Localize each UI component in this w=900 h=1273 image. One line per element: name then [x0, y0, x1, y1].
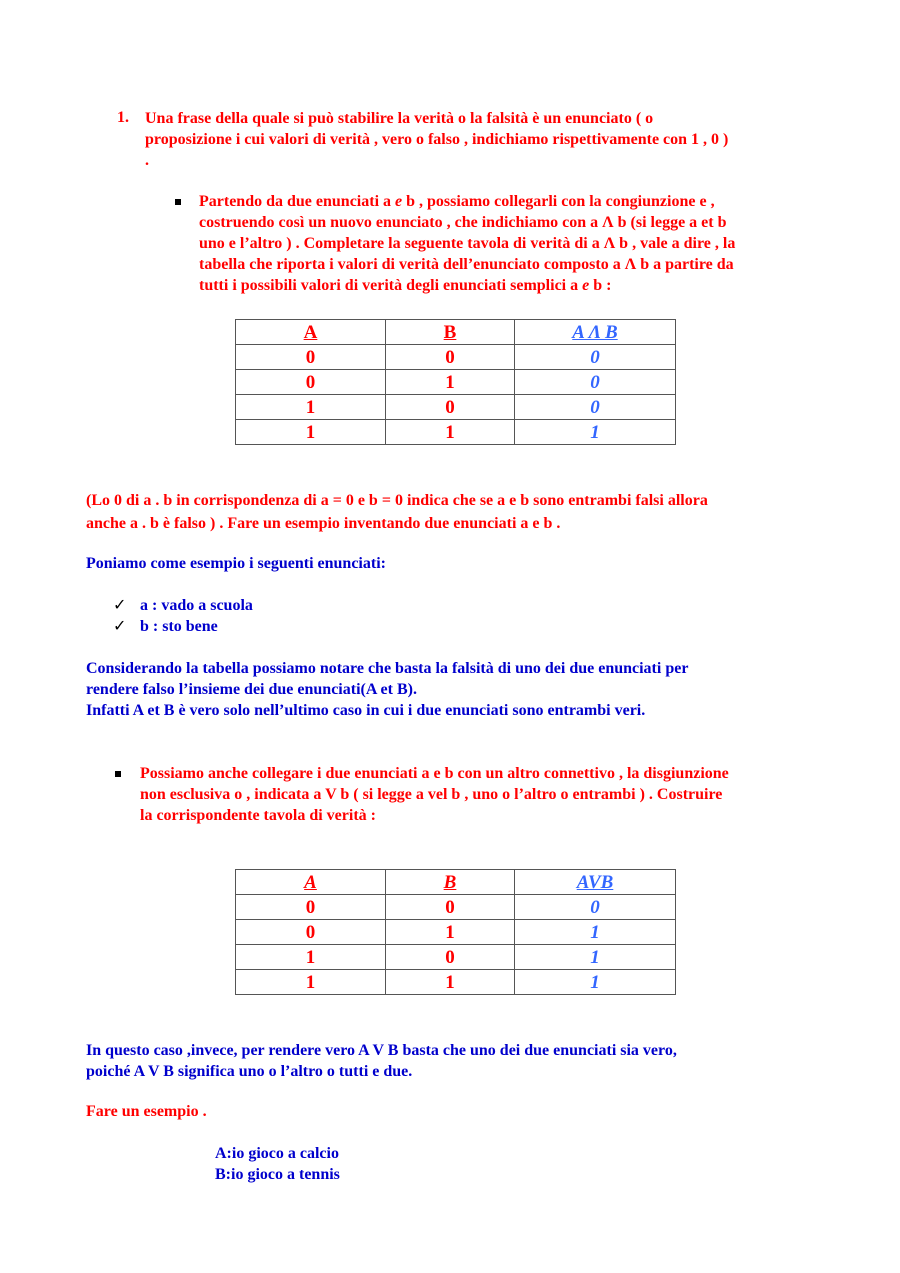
header-b: B	[386, 870, 515, 895]
bullet1-line-2: costruendo così un nuovo enunciato , che indichiamo con a Λ b (si legge a et b	[199, 214, 727, 231]
table-header-row	[236, 870, 676, 895]
cell-result: 1	[515, 920, 676, 945]
cell-a: 1	[236, 420, 386, 445]
note-or-line-1: In questo caso ,invece, per rendere vero A V B basta che uno dei due enunciati sia vero,	[86, 1042, 677, 1059]
example-item-b: b : sto bene	[140, 618, 218, 635]
header-a-or-b: AVB	[515, 870, 676, 895]
cell-result: 1	[515, 970, 676, 995]
table-row	[236, 970, 676, 995]
table-header-row	[236, 320, 676, 345]
make-example: Fare un esempio .	[86, 1103, 207, 1120]
note-or	[86, 1040, 826, 1082]
bullet1-line-1: Partendo da due enunciati a e b , possiamo collegarli con la congiunzione e ,	[199, 193, 715, 210]
list-number: 1.	[117, 109, 129, 126]
checkmark-icon: ✓	[113, 616, 127, 635]
cell-result: 0	[515, 895, 676, 920]
item1-paragraph	[145, 108, 813, 171]
note-and	[86, 489, 826, 535]
checkmark-icon: ✓	[113, 595, 127, 614]
item1-line-3: .	[145, 152, 149, 169]
bullet2-line-1: Possiamo anche collegare i due enunciati a e b con un altro connettivo , la disgiunzione	[140, 765, 729, 782]
cell-b: 1	[386, 420, 515, 445]
consider-line-1: Considerando la tabella possiamo notare che basta la falsità di uno dei due enunciati per	[86, 660, 689, 677]
table-row	[236, 370, 676, 395]
cell-a: 1	[236, 945, 386, 970]
cell-result: 0	[515, 370, 676, 395]
table-row	[236, 395, 676, 420]
consider-paragraph	[86, 658, 826, 721]
bullet2-line-2: non esclusiva o , indicata a V b ( si legge a vel b , uno o l’altro o entrambi ) . Costruire	[140, 786, 723, 803]
cell-b: 0	[386, 345, 515, 370]
example-intro: Poniamo come esempio i seguenti enunciati:	[86, 555, 386, 572]
note-and-line-2: anche a . b è falso ) . Fare un esempio inventando due enunciati a e b .	[86, 515, 561, 532]
consider-line-2: rendere falso l’insieme dei due enunciati(A et B).	[86, 681, 417, 698]
truth-table-and	[235, 319, 676, 445]
header-a: A	[236, 320, 386, 345]
header-b: B	[386, 320, 515, 345]
note-and-line-1: (Lo 0 di a . b in corrispondenza di a = 0 e b = 0 indica che se a e b sono entrambi falsi allora	[86, 492, 708, 509]
table-row	[236, 920, 676, 945]
table-row	[236, 345, 676, 370]
bullet1-line-3: uno e l’altro ) . Completare la seguente tavola di verità di a Λ b , vale a dire , la	[199, 235, 736, 252]
cell-a: 1	[236, 970, 386, 995]
item1-line-1: Una frase della quale si può stabilire la verità o la falsità è un enunciato ( o	[145, 110, 654, 127]
cell-b: 0	[386, 945, 515, 970]
bullet1-line-4: tabella che riporta i valori di verità dell’enunciato composto a Λ b a partire da	[199, 256, 734, 273]
example2-a: A:io gioco a calcio	[215, 1145, 339, 1162]
bullet-square-icon	[115, 771, 121, 777]
table-row	[236, 945, 676, 970]
cell-a: 0	[236, 370, 386, 395]
cell-a: 0	[236, 895, 386, 920]
cell-b: 0	[386, 895, 515, 920]
item1-line-2: proposizione i cui valori di verità , vero o falso , indichiamo rispettivamente con 1 , 0 )	[145, 131, 729, 148]
cell-a: 0	[236, 920, 386, 945]
header-a: A	[236, 870, 386, 895]
table-row	[236, 420, 676, 445]
truth-table-or	[235, 869, 676, 995]
cell-b: 1	[386, 920, 515, 945]
consider-line-3: Infatti A et B è vero solo nell’ultimo caso in cui i due enunciati sono entrambi veri.	[86, 702, 646, 719]
cell-a: 0	[236, 345, 386, 370]
example2-b: B:io gioco a tennis	[215, 1166, 340, 1183]
note-or-line-2: poiché A V B significa uno o l’altro o tutti e due.	[86, 1063, 413, 1080]
example-item-a: a : vado a scuola	[140, 597, 253, 614]
cell-result: 0	[515, 345, 676, 370]
bullet2-line-3: la corrispondente tavola di verità :	[140, 807, 376, 824]
cell-a: 1	[236, 395, 386, 420]
table-row	[236, 895, 676, 920]
bullet1-line-5: tutti i possibili valori di verità degli enunciati semplici a e b :	[199, 277, 612, 294]
cell-result: 0	[515, 395, 676, 420]
cell-result: 1	[515, 945, 676, 970]
bullet2-paragraph	[140, 763, 830, 826]
cell-result: 1	[515, 420, 676, 445]
bullet1-paragraph	[199, 191, 813, 296]
cell-b: 0	[386, 395, 515, 420]
header-a-and-b: A Λ B	[515, 320, 676, 345]
cell-b: 1	[386, 970, 515, 995]
cell-b: 1	[386, 370, 515, 395]
bullet-square-icon	[175, 199, 181, 205]
